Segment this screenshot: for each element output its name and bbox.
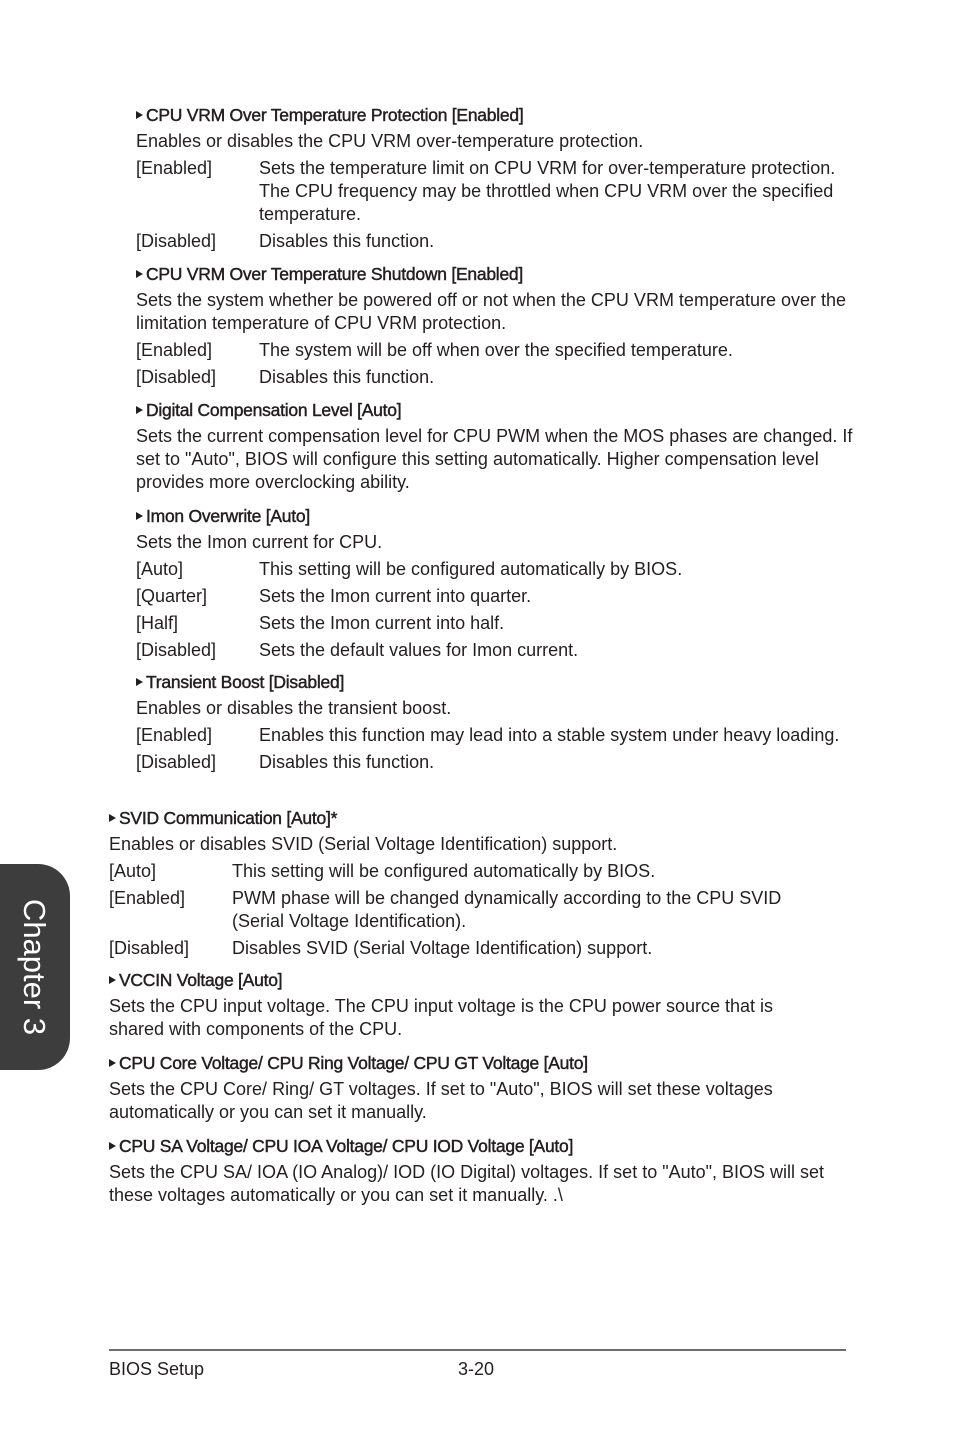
setting-heading (109, 807, 829, 830)
setting-description: Sets the CPU SA/ IOA (IO Analog)/ IOD (IO Digital) voltages. If set to "Auto", BIOS will set these voltages automatically or you can set it manually. .\ (109, 1162, 825, 1205)
setting-title: VCCIN Voltage [Auto] (119, 970, 283, 990)
bullet-triangle-icon (136, 406, 143, 414)
chapter-tab (0, 864, 70, 1070)
option-description: Enables this function may lead into a stable system under heavy loading. (259, 725, 840, 745)
setting-cpu-vrm-over-temp-protection (136, 104, 856, 253)
option-row (109, 887, 829, 933)
setting-description: Enables or disables SVID (Serial Voltage Identification) support. (109, 834, 618, 854)
option-key: [Auto] (136, 559, 184, 579)
option-row (136, 724, 856, 747)
option-description: This setting will be configured automatically by BIOS. (259, 559, 683, 579)
setting-cpu-sa-ioa-iod-voltage (109, 1135, 829, 1207)
bullet-triangle-icon (136, 111, 143, 119)
setting-title: Digital Compensation Level [Auto] (146, 400, 402, 420)
chapter-tab-label: Chapter 3 (17, 898, 52, 1036)
option-key: [Disabled] (109, 938, 190, 958)
option-row (136, 230, 856, 253)
setting-heading (136, 505, 856, 528)
bullet-triangle-icon (109, 1142, 116, 1150)
option-key: [Enabled] (136, 340, 213, 360)
footer-page-number: 3-20 (458, 1359, 495, 1379)
option-key: [Enabled] (136, 725, 213, 745)
option-key: [Disabled] (136, 231, 217, 251)
setting-description: Sets the system whether be powered off or not when the CPU VRM temperature over the limitation temperature of CPU VRM protection. (136, 290, 847, 333)
setting-description: Sets the Imon current for CPU. (136, 532, 383, 552)
setting-description: Enables or disables the CPU VRM over-temperature protection. (136, 131, 644, 151)
option-row (136, 157, 856, 226)
setting-description: Enables or disables the transient boost. (136, 698, 452, 718)
setting-heading (136, 263, 856, 286)
option-key: [Disabled] (136, 752, 217, 772)
option-description: Sets the Imon current into half. (259, 613, 505, 633)
setting-title: CPU VRM Over Temperature Protection [Enabled] (146, 105, 524, 125)
setting-title: SVID Communication [Auto]* (119, 808, 338, 828)
setting-svid-communication (109, 807, 829, 960)
setting-heading (136, 671, 856, 694)
setting-cpu-core-ring-gt-voltage (109, 1052, 829, 1124)
setting-transient-boost (136, 671, 856, 774)
option-key: [Enabled] (136, 158, 213, 178)
setting-title: CPU VRM Over Temperature Shutdown [Enabled] (146, 264, 524, 284)
option-description: This setting will be configured automatically by BIOS. (232, 861, 656, 881)
setting-vccin-voltage (109, 969, 829, 1041)
option-row (109, 937, 829, 960)
option-row (136, 751, 856, 774)
option-description: Disables SVID (Serial Voltage Identification) support. (232, 938, 653, 958)
setting-digital-compensation-level (136, 399, 856, 494)
option-row (136, 558, 856, 581)
option-description: The system will be off when over the specified temperature. (259, 340, 733, 360)
bullet-triangle-icon (109, 814, 116, 822)
setting-title: CPU SA Voltage/ CPU IOA Voltage/ CPU IOD Voltage [Auto] (119, 1136, 574, 1156)
setting-description: Sets the current compensation level for CPU PWM when the MOS phases are changed. If set to "Auto", BIOS will configure this setting automatically. Higher compensation level provides more overclocking ability. (136, 426, 853, 492)
setting-heading (109, 969, 829, 992)
option-key: [Disabled] (136, 640, 217, 660)
footer-divider (109, 1349, 846, 1351)
option-key: [Quarter] (136, 586, 208, 606)
setting-description: Sets the CPU input voltage. The CPU input voltage is the CPU power source that is shared with components of the CPU. (109, 996, 774, 1039)
option-row (136, 366, 856, 389)
option-description: PWM phase will be changed dynamically according to the CPU SVID (Serial Voltage Identification). (232, 888, 782, 931)
setting-heading (136, 399, 856, 422)
option-description: Sets the temperature limit on CPU VRM for over-temperature protection. The CPU frequency may be throttled when CPU VRM over the specified temperature. (259, 158, 836, 224)
bullet-triangle-icon (136, 678, 143, 686)
setting-heading (109, 1052, 829, 1075)
option-row (136, 339, 856, 362)
option-row (136, 639, 856, 662)
option-description: Disables this function. (259, 367, 435, 387)
footer-section-title: BIOS Setup (109, 1359, 205, 1379)
option-key: [Enabled] (109, 888, 186, 908)
option-description: Disables this function. (259, 231, 435, 251)
setting-heading (136, 104, 856, 127)
option-key: [Disabled] (136, 367, 217, 387)
setting-heading (109, 1135, 829, 1158)
setting-title: CPU Core Voltage/ CPU Ring Voltage/ CPU GT Voltage [Auto] (119, 1053, 588, 1073)
bullet-triangle-icon (109, 976, 116, 984)
option-row (109, 860, 829, 883)
bullet-triangle-icon (136, 512, 143, 520)
option-key: [Auto] (109, 861, 157, 881)
setting-imon-overwrite (136, 505, 856, 662)
option-description: Sets the default values for Imon current. (259, 640, 579, 660)
bullet-triangle-icon (136, 270, 143, 278)
option-description: Disables this function. (259, 752, 435, 772)
setting-description: Sets the CPU Core/ Ring/ GT voltages. If set to "Auto", BIOS will set these voltages automatically or you can set it manually. (109, 1079, 773, 1122)
bullet-triangle-icon (109, 1059, 116, 1067)
option-description: Sets the Imon current into quarter. (259, 586, 532, 606)
setting-cpu-vrm-over-temp-shutdown (136, 263, 856, 389)
option-row (136, 585, 856, 608)
option-row (136, 612, 856, 635)
option-key: [Half] (136, 613, 179, 633)
setting-title: Imon Overwrite [Auto] (146, 506, 310, 526)
setting-title: Transient Boost [Disabled] (146, 672, 345, 692)
